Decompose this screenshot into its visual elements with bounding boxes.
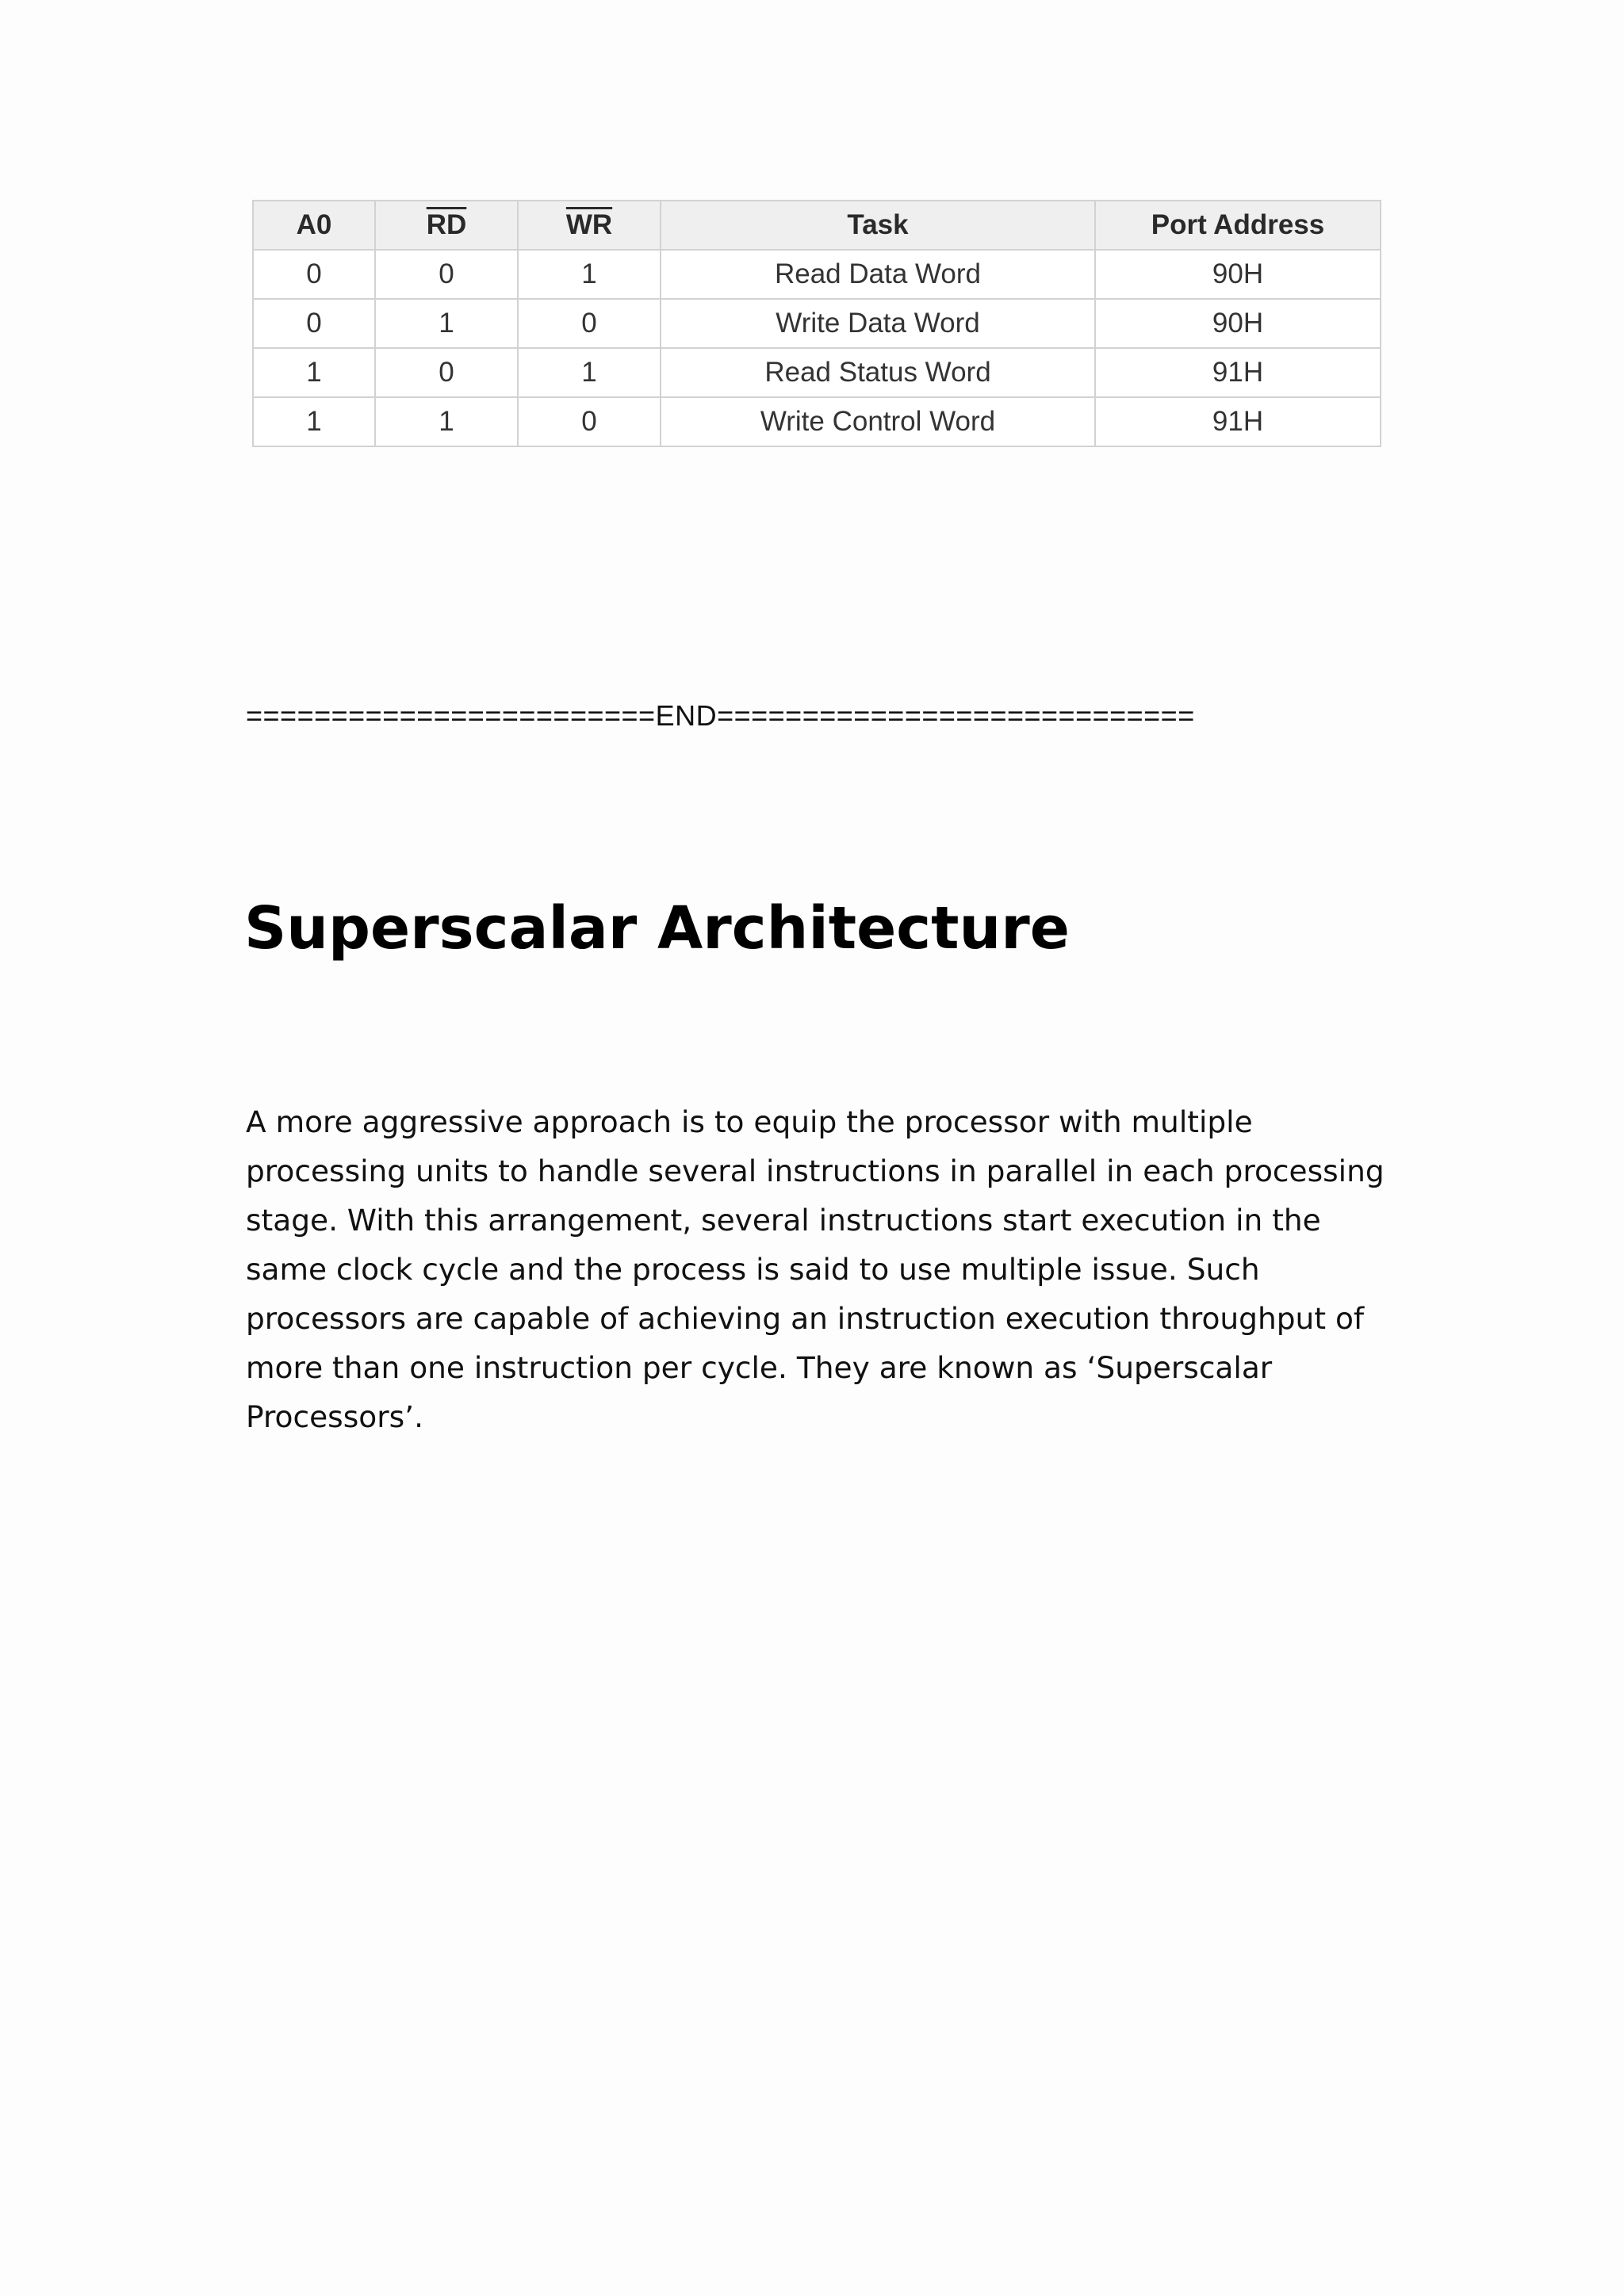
header-rd: $\overline{RD}$ (375, 201, 518, 250)
table-row (253, 348, 1381, 397)
table-cell: 1 (253, 348, 375, 397)
table-row (253, 299, 1381, 348)
table-cell: 1 (518, 348, 661, 397)
table-row (253, 250, 1381, 299)
table-cell: Read Status Word (661, 348, 1095, 397)
table-cell: 1 (253, 397, 375, 446)
end-separator: ========================END============================ (246, 699, 1195, 732)
table-cell: 1 (375, 299, 518, 348)
table-cell: Write Control Word (661, 397, 1095, 446)
table-cell: 1 (518, 250, 661, 299)
table-cell: 0 (375, 348, 518, 397)
table-header-row (253, 201, 1381, 250)
header-port-address: Port Address (1095, 201, 1381, 250)
table-cell: 0 (253, 299, 375, 348)
table-cell: 0 (375, 250, 518, 299)
table-row (253, 397, 1381, 446)
table-cell: 90H (1095, 299, 1381, 348)
table-cell: 91H (1095, 348, 1381, 397)
table-cell: 0 (518, 397, 661, 446)
section-paragraph: A more aggressive approach is to equip the processor with multiple processing units to handle several instructions in parallel in each processing stage. With this arrangement, several instructions start execution in the same clock cycle and the process is said to use multiple issue. Such processors are capable of achieving an instruction execution throughput of more than one instruction per cycle. They are known as ‘Superscalar Processors’. (246, 1104, 1385, 1434)
table-cell: Write Data Word (661, 299, 1095, 348)
table-cell: 1 (375, 397, 518, 446)
header-wr: $\overline{WR}$ (518, 201, 661, 250)
table-cell: 90H (1095, 250, 1381, 299)
table-cell: 91H (1095, 397, 1381, 446)
table-cell: 0 (253, 250, 375, 299)
header-task: Task (661, 201, 1095, 250)
port-address-table (252, 200, 1381, 447)
table-cell: Read Data Word (661, 250, 1095, 299)
section-heading: Superscalar Architecture (244, 894, 1070, 962)
header-a0: A0 (253, 201, 375, 250)
table-cell: 0 (518, 299, 661, 348)
